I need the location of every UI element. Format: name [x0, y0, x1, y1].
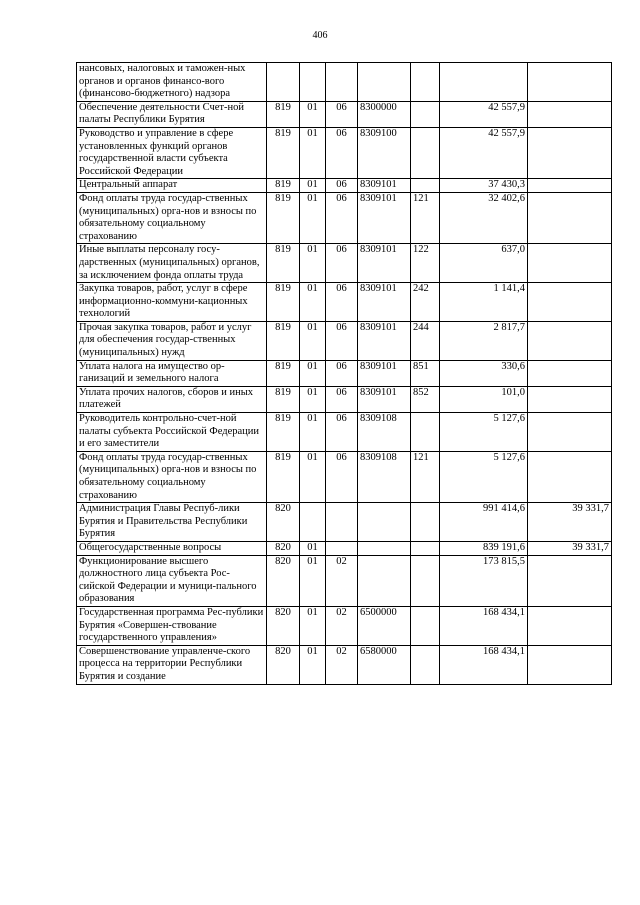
- cell-subsection-code: [326, 63, 358, 102]
- cell-department-code: 819: [267, 192, 300, 243]
- cell-subsection-code: 06: [326, 321, 358, 360]
- cell-section-code: 01: [300, 101, 326, 127]
- cell-item-name: Руководство и управление в сфере установленных функций органов государственной власти субъекта Российской Федерации: [77, 127, 267, 178]
- cell-amount: 991 414,6: [440, 503, 528, 542]
- cell-subsection-code: 06: [326, 451, 358, 502]
- cell-department-code: 820: [267, 503, 300, 542]
- table-row: [77, 63, 612, 102]
- cell-amount-2: [528, 283, 612, 322]
- cell-section-code: 01: [300, 127, 326, 178]
- cell-department-code: 820: [267, 645, 300, 684]
- cell-item-name: Фонд оплаты труда государ-ственных (муниципальных) орга-нов и взносы по обязательному социальному страхованию: [77, 192, 267, 243]
- cell-subsection-code: 06: [326, 386, 358, 412]
- cell-amount: 5 127,6: [440, 413, 528, 452]
- cell-amount-2: [528, 101, 612, 127]
- cell-section-code: 01: [300, 451, 326, 502]
- cell-amount-2: [528, 360, 612, 386]
- cell-item-name: Функционирование высшего должностного лица субъекта Рос-сийской Федерации и муници-пального образования: [77, 555, 267, 606]
- cell-expense-type-code: [411, 555, 440, 606]
- cell-item-name: Руководитель контрольно-счет-ной палаты субъекта Российской Федерации и его заместители: [77, 413, 267, 452]
- cell-amount: 1 141,4: [440, 283, 528, 322]
- cell-target-article-code: 8309101: [358, 192, 411, 243]
- table-row: [77, 321, 612, 360]
- cell-department-code: 820: [267, 606, 300, 645]
- cell-target-article-code: 8309108: [358, 451, 411, 502]
- table-row: [77, 451, 612, 502]
- cell-amount: 839 191,6: [440, 541, 528, 555]
- cell-subsection-code: 02: [326, 645, 358, 684]
- cell-amount-2: [528, 413, 612, 452]
- table-row: [77, 503, 612, 542]
- cell-expense-type-code: [411, 503, 440, 542]
- cell-department-code: [267, 63, 300, 102]
- cell-target-article-code: 8309101: [358, 283, 411, 322]
- cell-item-name: Фонд оплаты труда государ-ственных (муниципальных) орга-нов и взносы по обязательному социальному страхованию: [77, 451, 267, 502]
- cell-expense-type-code: [411, 606, 440, 645]
- cell-expense-type-code: [411, 127, 440, 178]
- cell-department-code: 819: [267, 386, 300, 412]
- cell-amount-2: [528, 321, 612, 360]
- table-row: [77, 555, 612, 606]
- cell-expense-type-code: [411, 179, 440, 193]
- cell-item-name: нансовых, налоговых и таможен-ных органов и органов финансо-вого (финансово-бюджетного) надзора: [77, 63, 267, 102]
- cell-section-code: 01: [300, 555, 326, 606]
- cell-amount: 168 434,1: [440, 606, 528, 645]
- cell-expense-type-code: [411, 645, 440, 684]
- cell-amount: 101,0: [440, 386, 528, 412]
- table-row: [77, 127, 612, 178]
- cell-section-code: 01: [300, 244, 326, 283]
- cell-amount: 32 402,6: [440, 192, 528, 243]
- cell-department-code: 819: [267, 127, 300, 178]
- cell-amount-2: [528, 606, 612, 645]
- cell-department-code: 819: [267, 413, 300, 452]
- cell-expense-type-code: [411, 413, 440, 452]
- table-row: [77, 386, 612, 412]
- cell-target-article-code: 8309101: [358, 244, 411, 283]
- cell-expense-type-code: 851: [411, 360, 440, 386]
- cell-subsection-code: [326, 541, 358, 555]
- cell-subsection-code: 06: [326, 360, 358, 386]
- cell-amount: [440, 63, 528, 102]
- cell-section-code: 01: [300, 386, 326, 412]
- cell-amount-2: [528, 127, 612, 178]
- table-row: [77, 541, 612, 555]
- cell-target-article-code: [358, 541, 411, 555]
- table-body: [77, 63, 612, 685]
- cell-department-code: 819: [267, 321, 300, 360]
- cell-amount-2: [528, 451, 612, 502]
- page-number: 406: [312, 30, 328, 41]
- cell-target-article-code: [358, 63, 411, 102]
- cell-amount-2: 39 331,7: [528, 541, 612, 555]
- cell-amount-2: [528, 555, 612, 606]
- cell-subsection-code: 06: [326, 127, 358, 178]
- cell-target-article-code: 6580000: [358, 645, 411, 684]
- cell-item-name: Совершенствование управленче-ского процесса на территории Республики Бурятия и создание: [77, 645, 267, 684]
- cell-expense-type-code: 121: [411, 192, 440, 243]
- cell-expense-type-code: [411, 63, 440, 102]
- table-row: [77, 360, 612, 386]
- table-row: [77, 283, 612, 322]
- cell-subsection-code: [326, 503, 358, 542]
- cell-target-article-code: 8309101: [358, 360, 411, 386]
- cell-department-code: 819: [267, 283, 300, 322]
- cell-department-code: 819: [267, 360, 300, 386]
- cell-section-code: 01: [300, 283, 326, 322]
- cell-amount: 637,0: [440, 244, 528, 283]
- cell-section-code: 01: [300, 413, 326, 452]
- cell-subsection-code: 06: [326, 413, 358, 452]
- cell-amount: 42 557,9: [440, 127, 528, 178]
- cell-amount-2: [528, 192, 612, 243]
- cell-section-code: 01: [300, 192, 326, 243]
- cell-subsection-code: 06: [326, 283, 358, 322]
- cell-amount-2: 39 331,7: [528, 503, 612, 542]
- cell-amount: 330,6: [440, 360, 528, 386]
- cell-section-code: 01: [300, 606, 326, 645]
- cell-expense-type-code: [411, 101, 440, 127]
- cell-department-code: 819: [267, 244, 300, 283]
- cell-amount-2: [528, 179, 612, 193]
- table-row: [77, 645, 612, 684]
- cell-target-article-code: 8309101: [358, 386, 411, 412]
- cell-subsection-code: 06: [326, 192, 358, 243]
- cell-item-name: Общегосударственные вопросы: [77, 541, 267, 555]
- cell-target-article-code: 8309100: [358, 127, 411, 178]
- cell-target-article-code: 8309101: [358, 321, 411, 360]
- cell-section-code: 01: [300, 645, 326, 684]
- cell-amount-2: [528, 645, 612, 684]
- cell-subsection-code: 02: [326, 555, 358, 606]
- cell-section-code: 01: [300, 321, 326, 360]
- cell-amount-2: [528, 244, 612, 283]
- cell-expense-type-code: 242: [411, 283, 440, 322]
- cell-target-article-code: 8300000: [358, 101, 411, 127]
- cell-amount-2: [528, 63, 612, 102]
- table-row: [77, 192, 612, 243]
- cell-amount: 42 557,9: [440, 101, 528, 127]
- cell-section-code: [300, 503, 326, 542]
- cell-subsection-code: 02: [326, 606, 358, 645]
- cell-section-code: [300, 63, 326, 102]
- cell-section-code: 01: [300, 179, 326, 193]
- table-row: [77, 101, 612, 127]
- cell-item-name: Закупка товаров, работ, услуг в сфере информационно-коммуни-кационных технологий: [77, 283, 267, 322]
- cell-department-code: 819: [267, 451, 300, 502]
- cell-amount: 168 434,1: [440, 645, 528, 684]
- table-row: [77, 413, 612, 452]
- cell-target-article-code: 8309108: [358, 413, 411, 452]
- cell-expense-type-code: 244: [411, 321, 440, 360]
- cell-item-name: Администрация Главы Респуб-лики Бурятия и Правительства Республики Бурятия: [77, 503, 267, 542]
- cell-subsection-code: 06: [326, 179, 358, 193]
- cell-department-code: 819: [267, 101, 300, 127]
- cell-amount: 173 815,5: [440, 555, 528, 606]
- cell-department-code: 820: [267, 555, 300, 606]
- cell-amount-2: [528, 386, 612, 412]
- cell-subsection-code: 06: [326, 244, 358, 283]
- cell-item-name: Государственная программа Рес-публики Бурятия «Совершен-ствование государственного управления»: [77, 606, 267, 645]
- budget-table: [76, 62, 612, 685]
- cell-target-article-code: [358, 503, 411, 542]
- cell-subsection-code: 06: [326, 101, 358, 127]
- cell-target-article-code: [358, 555, 411, 606]
- cell-expense-type-code: 122: [411, 244, 440, 283]
- cell-expense-type-code: [411, 541, 440, 555]
- cell-department-code: 820: [267, 541, 300, 555]
- cell-amount: 5 127,6: [440, 451, 528, 502]
- cell-section-code: 01: [300, 360, 326, 386]
- cell-department-code: 819: [267, 179, 300, 193]
- cell-section-code: 01: [300, 541, 326, 555]
- cell-item-name: Иные выплаты персоналу госу-дарственных (муниципальных) органов, за исключением фонда оплаты труда: [77, 244, 267, 283]
- cell-target-article-code: 6500000: [358, 606, 411, 645]
- cell-item-name: Центральный аппарат: [77, 179, 267, 193]
- table-row: [77, 244, 612, 283]
- cell-item-name: Прочая закупка товаров, работ и услуг для обеспечения государ-ственных (муниципальных) нужд: [77, 321, 267, 360]
- cell-amount: 2 817,7: [440, 321, 528, 360]
- cell-item-name: Уплата прочих налогов, сборов и иных платежей: [77, 386, 267, 412]
- table-row: [77, 179, 612, 193]
- cell-item-name: Уплата налога на имущество ор-ганизаций и земельного налога: [77, 360, 267, 386]
- cell-amount: 37 430,3: [440, 179, 528, 193]
- cell-expense-type-code: 121: [411, 451, 440, 502]
- table-row: [77, 606, 612, 645]
- cell-item-name: Обеспечение деятельности Счет-ной палаты Республики Бурятия: [77, 101, 267, 127]
- cell-expense-type-code: 852: [411, 386, 440, 412]
- cell-target-article-code: 8309101: [358, 179, 411, 193]
